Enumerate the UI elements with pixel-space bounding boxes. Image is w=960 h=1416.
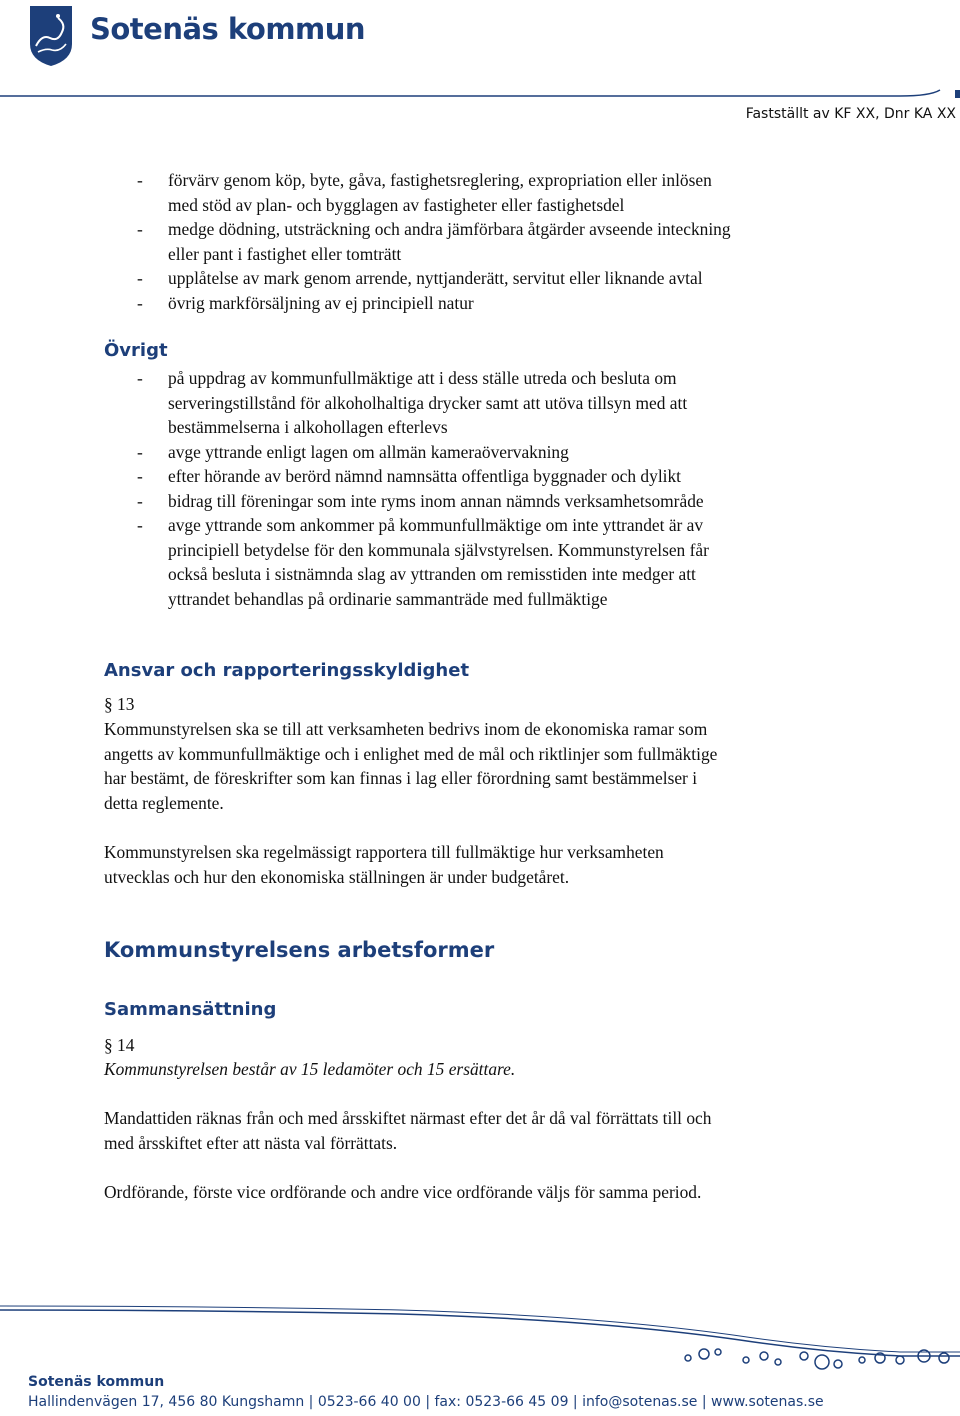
list-item-line: också besluta i sistnämnda slag av yttranden om remisstiden inte medger att [168, 564, 696, 584]
list-item-line: yttrandet behandlas på ordinarie sammanträde med fullmäktige [168, 588, 608, 609]
heading-ansvar: Ansvar och rapporteringsskyldighet [104, 660, 470, 681]
heading-arbetsformer: Kommunstyrelsens arbetsformer [104, 938, 495, 962]
list-item-line: avge yttrande som ankommer på kommunfullmäktige om inte yttrandet är av [168, 515, 704, 535]
footer-wave-decoration [0, 1300, 960, 1380]
paragraph-line: Ordförande, förste vice ordförande och andre vice ordförande väljs för samma period. [104, 1182, 702, 1202]
heading-sammansattning: Sammansättning [104, 999, 277, 1020]
list-bullet: - [137, 490, 143, 511]
list-item-line: förvärv genom köp, byte, gåva, fastighetsreglering, expropriation eller inlösen [168, 170, 712, 190]
list-item-line: medge dödning, utsträckning och andra jämförbara åtgärder avseende inteckning [168, 219, 731, 239]
section-14: § 14 [104, 1035, 135, 1055]
list-item-line: serveringstillstånd för alkoholhaltiga drycker samt att utöva tillsyn med att [168, 392, 688, 413]
list-item-line: med stöd av plan- och bygglagen av fastigheter eller fastighetsdel [168, 194, 625, 215]
list-bullet: - [137, 441, 143, 462]
list-item-line: eller pant i fastighet eller tomträtt [168, 243, 402, 264]
page-footer [0, 1300, 960, 1416]
list-bullet: - [137, 515, 143, 535]
section-13: § 13 [104, 694, 135, 714]
footer-contact-info: Hallindenvägen 17, 456 80 Kungshamn | 0523-66 40 00 | fax: 0523-66 45 09 | info@sotenas.se | www.sotenas.se [28, 1394, 824, 1410]
list-bullet: - [137, 466, 143, 486]
municipality-shield-logo [28, 4, 74, 68]
list-item-line: på uppdrag av kommunfullmäktige att i dess ställe utreda och besluta om [168, 368, 677, 388]
list-bullet: - [137, 219, 143, 239]
list-bullet: - [137, 268, 143, 288]
header-wave-rule [0, 86, 960, 100]
list-item-line: upplåtelse av mark genom arrende, nyttjanderätt, servitut eller liknande avtal [168, 268, 703, 288]
list-item-line: övrig markförsäljning av ej principiell natur [168, 292, 474, 313]
paragraph-line: utvecklas och hur den ekonomiska ställningen är under budgetåret. [104, 866, 570, 887]
list-item-line: bidrag till föreningar som inte ryms inom annan nämnds verksamhetsområde [168, 490, 704, 511]
footer-org-name: Sotenäs kommun [28, 1374, 165, 1390]
list-item-line: efter hörande av berörd nämnd namnsätta offentliga byggnader och dylikt [168, 466, 682, 486]
document-reference: Fastställt av KF XX, Dnr KA XX [745, 106, 956, 122]
paragraph-line: har bestämt, de föreskrifter som kan finnas i lag eller förordning samt bestämmelser i [104, 768, 698, 788]
org-name: Sotenäs kommun [90, 12, 366, 46]
page-header [0, 0, 960, 100]
list-item-line: principiell betydelse för den kommunala självstyrelsen. Kommunstyrelsen får [168, 539, 709, 560]
list-item-line: avge yttrande enligt lagen om allmän kameraövervakning [168, 441, 569, 462]
paragraph-line: angetts av kommunfullmäktige och i enlighet med de mål och riktlinjer som fullmäktige [104, 743, 718, 764]
composition-statement: Kommunstyrelsen består av 15 ledamöter och 15 ersättare. [104, 1059, 516, 1079]
list-bullet: - [137, 170, 143, 190]
list-item-line: bestämmelserna i alkohollagen efterlevs [168, 417, 448, 437]
list-bullet: - [137, 292, 143, 313]
paragraph-line: Kommunstyrelsen ska se till att verksamheten bedrivs inom de ekonomiska ramar som [104, 719, 708, 739]
heading-ovrigt: Övrigt [104, 340, 168, 361]
paragraph-line: detta reglemente. [104, 792, 224, 813]
paragraph-line: Mandattiden räknas från och med årsskiftet närmast efter det år då val förrättats till och [104, 1108, 712, 1128]
paragraph-line: med årsskiftet efter att nästa val förrättats. [104, 1132, 398, 1153]
list-bullet: - [137, 368, 143, 388]
paragraph-line: Kommunstyrelsen ska regelmässigt rapportera till fullmäktige hur verksamheten [104, 842, 664, 862]
